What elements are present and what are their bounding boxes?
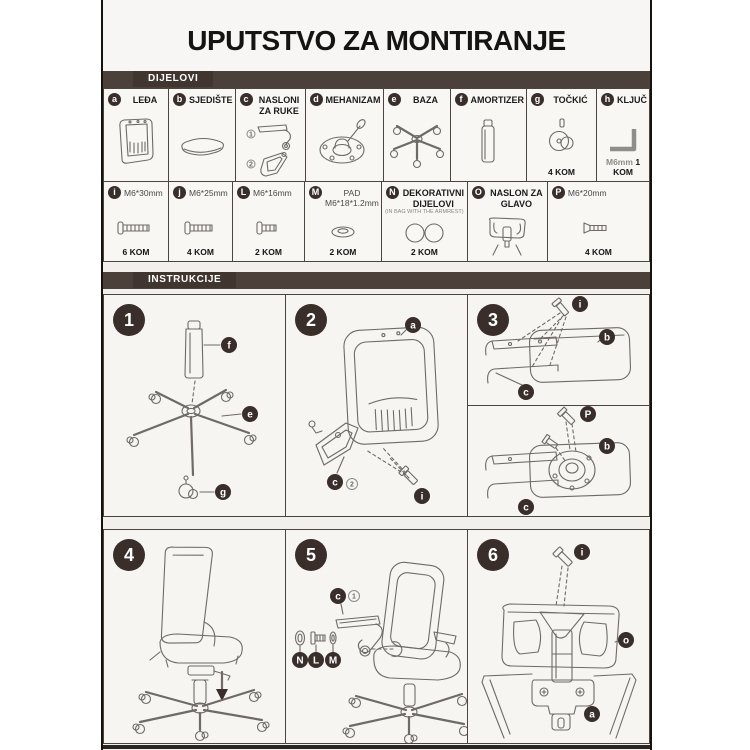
callout-i: i: [580, 547, 584, 559]
screw-m6-30-icon: [104, 220, 168, 236]
part-cell-a: [104, 89, 169, 181]
part-count-h: M6mm 1 KOM: [606, 157, 641, 177]
part-name-m: PAD M6*18*1.2mm: [325, 188, 379, 209]
step-number-5: 5: [295, 539, 327, 571]
part-cell-p: [548, 182, 649, 261]
part-cell-b: [169, 89, 236, 181]
part-cell-j: [169, 182, 233, 261]
part-badge-j: j: [173, 186, 186, 199]
parts-row-2: [103, 181, 650, 262]
part-cell-g: [527, 89, 597, 181]
part-badge-b: b: [173, 93, 186, 106]
callout-g: g: [219, 487, 227, 499]
instruction-panel-5: [285, 529, 468, 744]
part-cell-n: [382, 182, 468, 261]
part-badge-l: L: [237, 186, 250, 199]
callout-m: M: [328, 655, 338, 667]
armrests-icon: [236, 121, 305, 179]
callout-c: c: [335, 591, 341, 603]
mechanism-icon: [306, 117, 383, 167]
part-count-l: 2 KOM: [255, 247, 282, 257]
part-count-m: 2 KOM: [329, 247, 357, 257]
washer-pad-icon: [305, 224, 381, 240]
callout-e: e: [247, 409, 253, 421]
part-name-f: AMORTIZER: [470, 95, 525, 105]
parts-row-1: [103, 88, 650, 182]
part-badge-n: N: [386, 186, 399, 199]
part-name-d: MEHANIZAM: [325, 95, 381, 105]
part-cell-i: [104, 182, 169, 261]
screw-m6-16-icon: [233, 220, 304, 236]
assembly-diagram-3-bottom: [468, 406, 649, 516]
callout-c: c: [332, 477, 338, 489]
part-count-p: 4 KOM: [584, 247, 612, 257]
callout-i: i: [578, 299, 582, 311]
step-number-2: 2: [295, 304, 327, 336]
part-name-c: NASLONI ZA RUKE: [258, 95, 300, 116]
callout-c: c: [523, 387, 529, 399]
part-name-p: M6*20mm: [567, 188, 607, 198]
part-name-j: M6*25mm: [189, 188, 228, 198]
part-name-b: SJEDIŠTE: [189, 95, 233, 105]
part-cell-o: [468, 182, 548, 261]
part-name-n: DEKORATIVNI DIJELOVI: [402, 188, 465, 209]
instruction-panel-6: [467, 529, 650, 744]
instruction-panel-3-top: [467, 294, 650, 406]
headrest-icon: [468, 214, 547, 258]
svg-text:1: 1: [249, 131, 253, 139]
svg-text:2: 2: [249, 161, 253, 169]
gas-lift-icon: [451, 117, 527, 167]
part-cell-c: [236, 89, 306, 181]
parts-section-bar: [103, 71, 650, 88]
callout-b: b: [603, 332, 611, 344]
page-bottom-edge: [103, 745, 650, 749]
parts-section-label: DIJELOVI: [133, 71, 213, 87]
part-name-e: BAZA: [413, 95, 439, 105]
page-title: UPUTSTVO ZA MONTIRANJE: [103, 0, 650, 71]
instructions-section-label: INSTRUKCIJE: [133, 272, 236, 288]
callout-a: a: [410, 320, 416, 332]
callout-c: c: [523, 502, 529, 514]
callout-p: P: [584, 409, 592, 421]
step-number-4: 4: [113, 539, 145, 571]
callout-b: b: [603, 441, 611, 453]
callout-i: i: [420, 491, 424, 503]
variant-2-marker: 2: [350, 481, 354, 489]
instructions-section-bar: [103, 272, 650, 289]
screw-m6-20-icon: [548, 220, 649, 236]
part-name-h: KLJUČ: [617, 95, 648, 105]
part-name-i: M6*30mm: [124, 188, 163, 198]
part-count-g: 4 KOM: [548, 167, 575, 177]
part-badge-c: c: [240, 93, 253, 106]
part-badge-g: g: [531, 93, 544, 106]
step-number-6: 6: [477, 539, 509, 571]
part-badge-f: f: [455, 93, 468, 106]
instruction-panel-3-bottom: [467, 405, 650, 517]
part-name-o: NASLON ZA GLAVO: [490, 188, 543, 209]
part-badge-i: i: [108, 186, 121, 199]
part-name-l: M6*16mm: [253, 188, 292, 198]
part-badge-h: h: [601, 93, 614, 106]
callout-l: L: [312, 655, 320, 667]
part-cell-h: [597, 89, 649, 181]
part-count-i: 6 KOM: [122, 247, 150, 257]
part-badge-e: e: [388, 93, 401, 106]
part-cell-m: [305, 182, 382, 261]
step-number-3: 3: [477, 304, 509, 336]
callout-o: o: [622, 635, 630, 647]
base-icon: [384, 117, 450, 169]
part-name-g: TOČKIĆ: [553, 95, 588, 105]
part-badge-a: a: [108, 93, 121, 106]
part-cell-d: [306, 89, 384, 181]
part-note-n: (IN BAG WITH THE ARMREST): [385, 208, 464, 215]
callout-n: N: [296, 655, 304, 667]
part-cell-f: [451, 89, 528, 181]
part-badge-m: M: [309, 186, 322, 199]
seat-icon: [169, 133, 235, 161]
instruction-panel-1: [103, 294, 286, 517]
manual-page: [101, 0, 652, 750]
instruction-panel-2: [285, 294, 468, 517]
decorative-caps-icon: [382, 222, 467, 244]
part-cell-l: [233, 182, 305, 261]
instruction-panel-4: [103, 529, 286, 744]
part-badge-o: O: [472, 186, 485, 199]
callout-a: a: [589, 709, 595, 721]
callout-f: f: [227, 340, 231, 352]
part-count-j: 4 KOM: [187, 247, 214, 257]
allen-key-icon: [597, 121, 649, 155]
part-name-a: LEĐA: [132, 95, 158, 105]
chair-back-icon: [104, 115, 168, 169]
step-number-1: 1: [113, 304, 145, 336]
part-count-n: 2 KOM: [410, 247, 438, 257]
part-badge-p: P: [552, 186, 565, 199]
variant-1-marker: 1: [352, 593, 356, 601]
screw-m6-25-icon: [169, 220, 232, 236]
part-cell-e: [384, 89, 451, 181]
caster-icon: [527, 116, 596, 158]
part-badge-d: d: [310, 93, 323, 106]
